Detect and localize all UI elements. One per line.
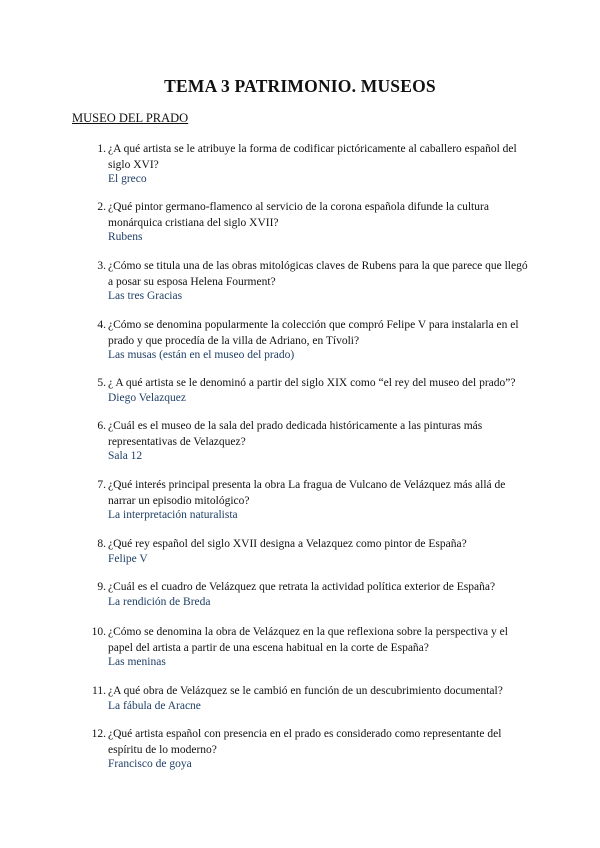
question-text: ¿Cuál es el cuadro de Velázquez que retrata la actividad política exterior de España? [108, 581, 496, 593]
question-number: 9. [97, 581, 106, 593]
question-number: 2. [97, 201, 106, 213]
answer-text: Felipe V [108, 553, 148, 565]
question-text: ¿A qué obra de Velázquez se le cambió en función de un descubrimiento documental? [108, 685, 503, 697]
question-text: ¿Cómo se denomina popularmente la colección que compró Felipe V para instalarla en el prado y que procedía de la villa de Adriano, en Tívoli? [108, 319, 519, 347]
question-text: ¿A qué artista se le atribuye la forma de codificar pictóricamente al caballero español del siglo XVI? [108, 143, 517, 171]
question-number: 3. [97, 260, 106, 272]
answer-text: Las musas (están en el museo del prado) [108, 349, 295, 361]
question-number: 12. [91, 728, 106, 740]
question-number: 5. [97, 377, 106, 389]
question-text: ¿Qué pintor germano-flamenco al servicio de la corona española difunde la cultura monárquica cristiana del siglo XVII? [108, 201, 489, 229]
question-text: ¿Qué interés principal presenta la obra La fragua de Vulcano de Velázquez más allá de narrar un episodio mitológico? [108, 479, 506, 507]
answer-text: La fábula de Aracne [108, 700, 201, 712]
question-number: 7. [97, 479, 106, 491]
question-number: 4. [97, 319, 106, 331]
answer-text: Francisco de goya [108, 758, 192, 770]
question-number: 11. [92, 685, 106, 697]
question-number: 8. [97, 538, 106, 550]
question-text: ¿ A qué artista se le denominó a partir del siglo XIX como “el rey del museo del prado”? [108, 377, 516, 389]
question-text: ¿Qué rey español del siglo XVII designa a Velazquez como pintor de España? [108, 538, 467, 550]
question-text: ¿Cuál es el museo de la sala del prado dedicada históricamente a las pinturas más representativas de Velazquez? [108, 420, 483, 448]
question-number: 10. [91, 626, 106, 638]
page-title: TEMA 3 PATRIMONIO. MUSEOS [164, 76, 436, 96]
question-text: ¿Cómo se denomina la obra de Velázquez en la que reflexiona sobre la perspectiva y el papel del artista a partir de una escena habitual en la corte de España? [108, 626, 508, 654]
question-number: 1. [97, 143, 106, 155]
answer-text: La interpretación naturalista [108, 509, 238, 521]
answer-text: El greco [108, 173, 147, 185]
section-heading: MUSEO DEL PRADO [72, 111, 189, 125]
answer-text: Las tres Gracias [108, 290, 183, 302]
answer-text: Sala 12 [108, 450, 143, 462]
question-text: ¿Cómo se titula una de las obras mitológicas claves de Rubens para la que parece que llegó a posar su esposa Helena Fourment? [108, 260, 528, 288]
question-text: ¿Qué artista español con presencia en el prado es considerado como representante del espíritu de lo moderno? [108, 728, 502, 756]
answer-text: Diego Velazquez [108, 392, 187, 404]
question-number: 6. [97, 420, 106, 432]
answer-text: Las meninas [108, 656, 166, 668]
answer-text: Rubens [108, 231, 143, 243]
answer-text: La rendición de Breda [108, 596, 211, 608]
